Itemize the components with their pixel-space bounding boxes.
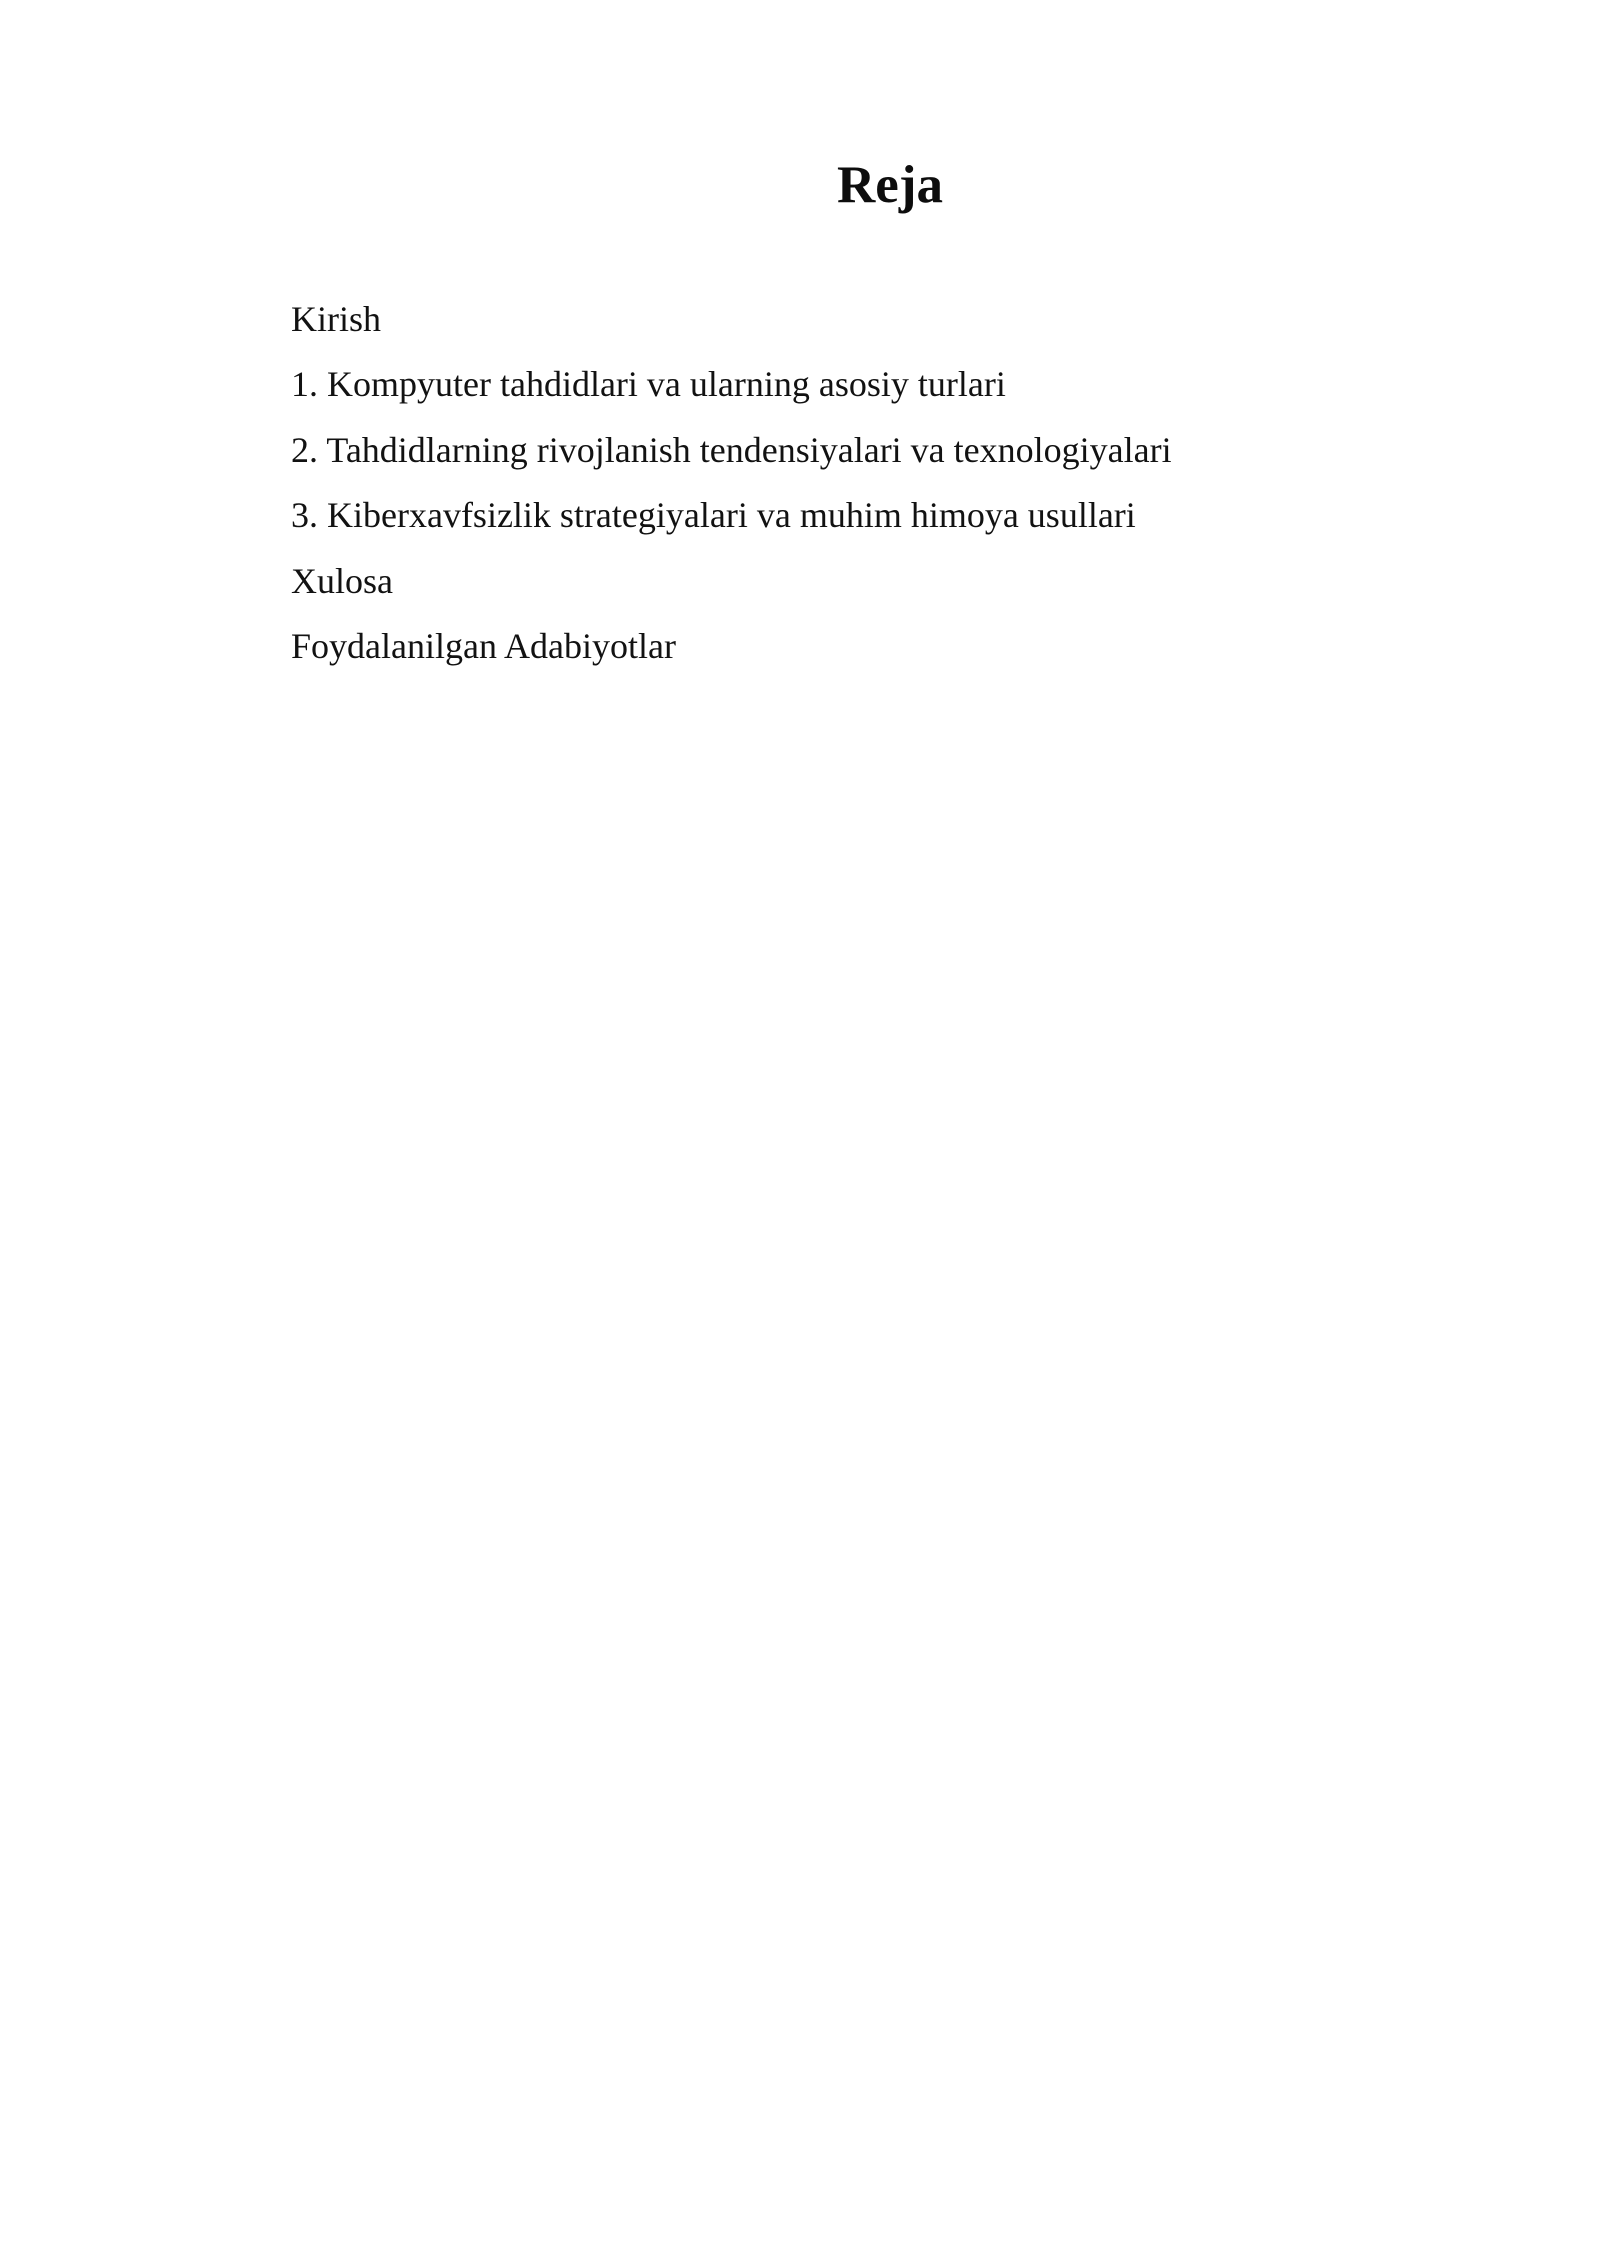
plan-item-references: Foydalanilgan Adabiyotlar (291, 626, 676, 667)
plan-item-2: 2. Tahdidlarning rivojlanish tendensiyalari va texnologiyalari (291, 429, 1172, 470)
plan-list (291, 287, 1172, 679)
plan-item-conclusion: Xulosa (291, 560, 393, 601)
plan-item-1: 1. Kompyuter tahdidlari va ularning asosiy turlari (291, 364, 1006, 405)
plan-item-introduction: Kirish (291, 299, 381, 339)
page-title: Reja (837, 156, 943, 214)
plan-item-3: 3. Kiberxavfsizlik strategiyalari va muhim himoya usullari (291, 495, 1136, 536)
